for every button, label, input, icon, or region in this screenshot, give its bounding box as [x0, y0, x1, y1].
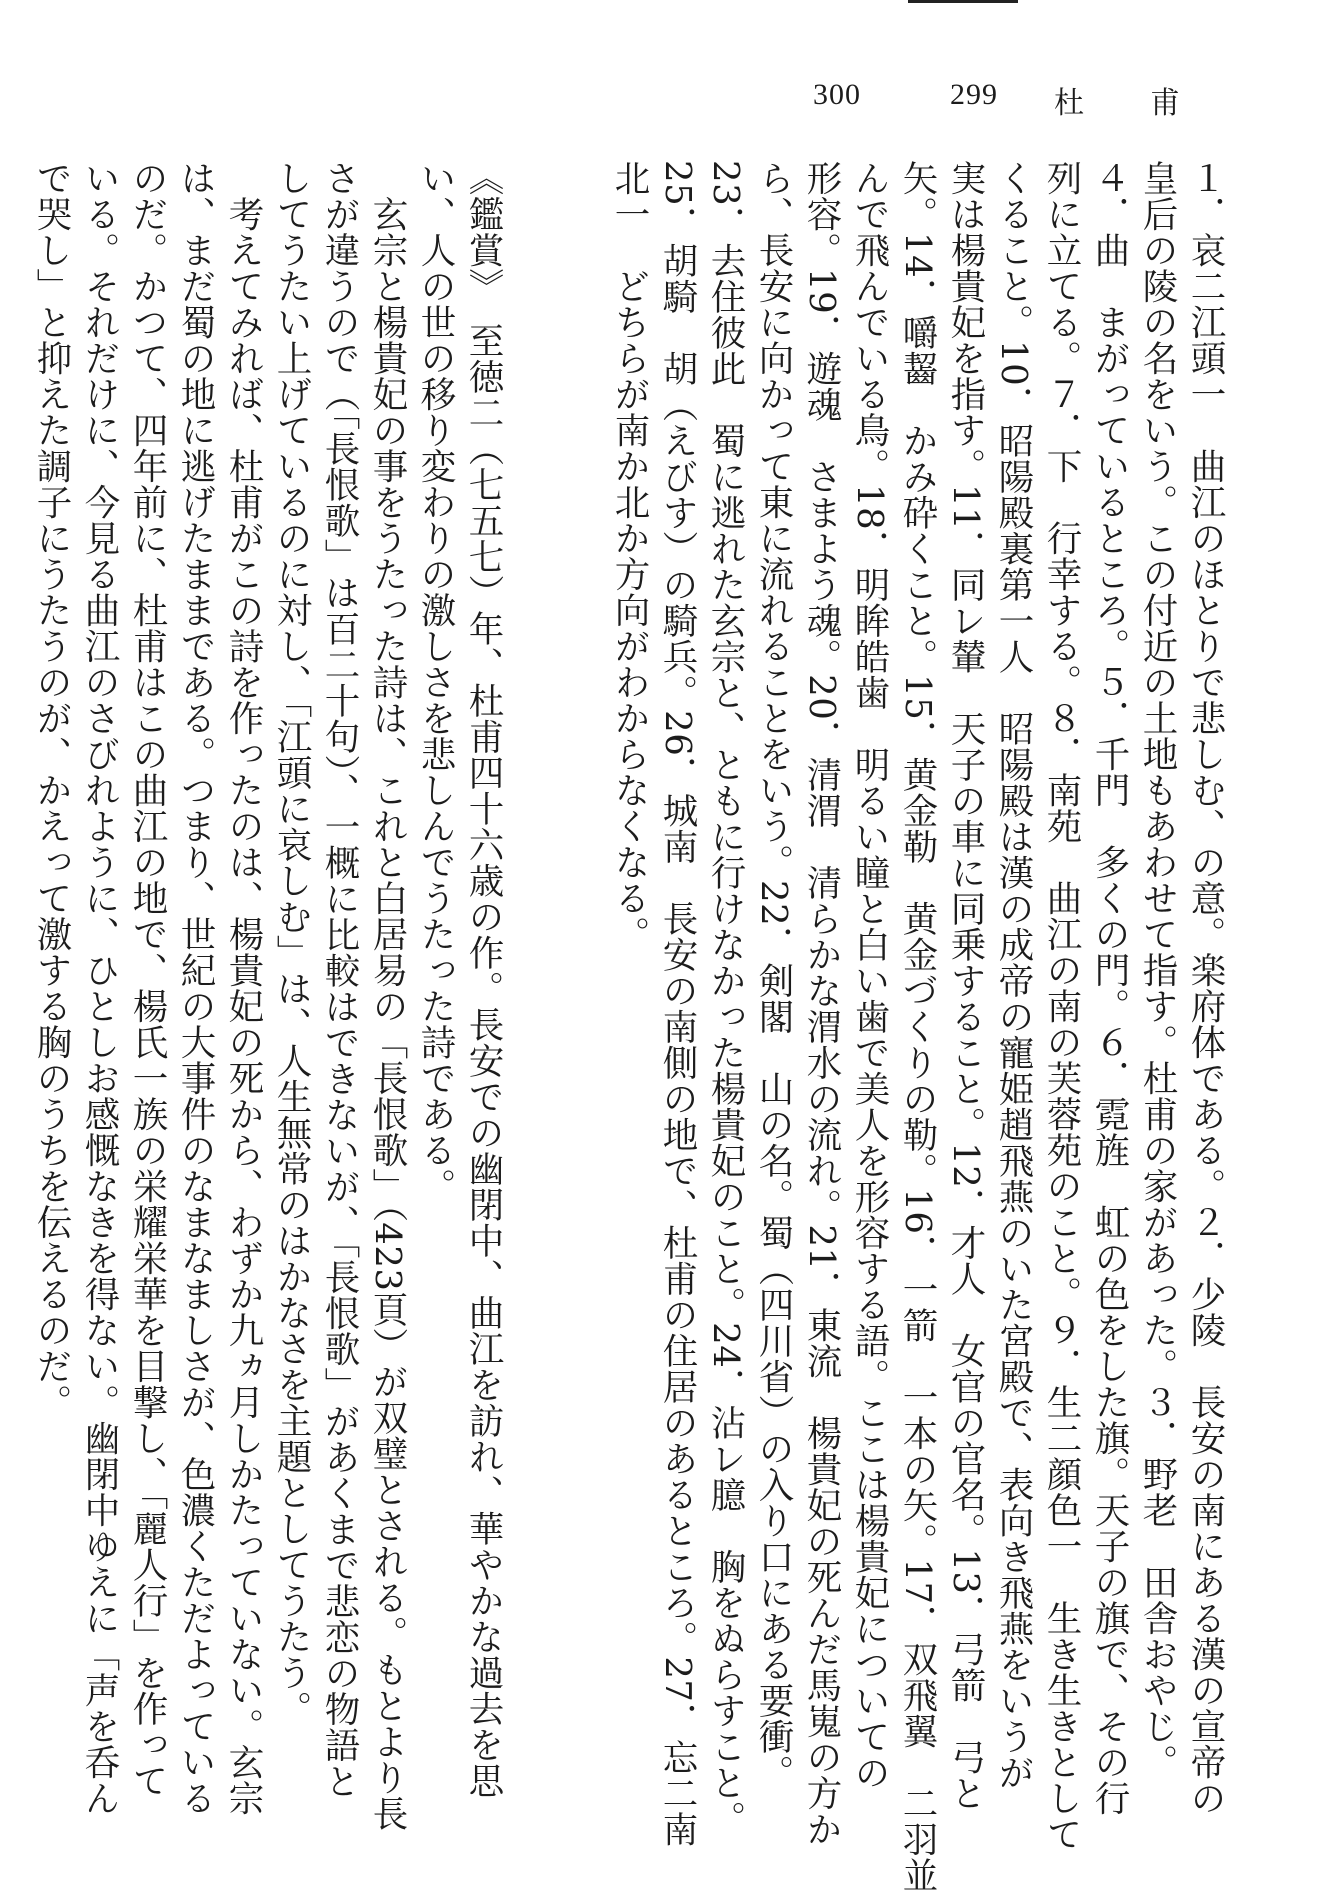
text-line: ら、長安に向かって東に流れることをいう。22．剣閣 山の名。蜀（四川省）の入り口にある要衝。 [753, 160, 794, 1791]
page-number-right: 299 [950, 78, 998, 111]
text-line: 23．去住彼此 蜀に逃れた玄宗と、ともに行けなかった楊貴妃のこと。24．沾レ臆 胸をぬらすこと。 [705, 160, 746, 1837]
text-line: 玄宗と楊貴妃の事をうたった詩は、これと白居易の「長恨歌」（423頁）が双璧とされる。もとより長 [367, 160, 408, 1832]
page-number-left: 300 [813, 78, 861, 111]
text-line: 矢。14．嚼齧 かみ砕くこと。15．黄金勒 黄金づくりの勒。16．一箭 一本の矢。17．双飛翼 二羽並 [897, 160, 938, 1893]
text-line: い、人の世の移り変わりの激しさを悲しんでうたった詩である。 [415, 160, 456, 1204]
text-line: んで飛んでいる鳥。18．明眸皓歯 明るい瞳と白い歯で美人を形容する語。ここは楊貴妃についての [849, 160, 890, 1791]
text-line: 皇后の陵の名をいう。この付近の土地もあわせて指す。杜甫の家があった。３．野老 田舎おやじ。 [1137, 160, 1178, 1780]
text-line: ４．曲 まがっているところ。５．千門 多くの門。６．霓旌 虹の色をした旗。天子の旗で、その行 [1089, 160, 1130, 1816]
notes-block [605, 160, 1229, 1893]
text-line: 考えてみれば、杜甫がこの詩を作ったのは、楊貴妃の死から、わずか九ヵ月しかたっていない。玄宗 [223, 160, 264, 1816]
text-line: してうたい上げているのに対し、「江頭に哀しむ」は、人生無常のはかなさを主題としてうたう。 [271, 160, 312, 1727]
text-line: 25．胡騎 胡（えびす）の騎兵。26．城南 長安の南側の地で、杜甫の住居のあるところ。27．忘二南 [657, 160, 698, 1847]
text-line: １．哀二江頭一 曲江のほとりで悲しむ、の意。楽府体である。２．少陵 長安の南にある漢の宣帝の [1185, 160, 1226, 1816]
text-line: は、まだ蜀の地に逃げたままである。つまり、世紀の大事件のなまなましさが、色濃くただよっている [175, 160, 216, 1816]
text-line: のだ。かつて、四年前に、杜甫はこの曲江の地で、楊氏一族の栄耀栄華を目撃し、「麗人行」を作って [127, 160, 168, 1799]
text-line: 実は楊貴妃を指す。11．同レ輦 天子の車に同乗すること。12．才人 女官の官名。13．弓箭 弓と [945, 160, 986, 1811]
text-line: いる。それだけに、今見る曲江のさびれように、ひとしお感慨なきを得ない。幽閉中ゆえに「声を呑ん [79, 160, 120, 1816]
appreciation-block [27, 160, 507, 1832]
text-line: くること。10．昭陽殿裏第一人 昭陽殿は漢の成帝の寵姫趙飛燕のいた宮殿で、表向き飛燕をいうが [993, 160, 1034, 1791]
text-line: 北一 どちらが南か北か方向がわからなくなる。 [609, 160, 650, 952]
text-line: さが違うので（「長恨歌」は百二十句）、一概に比較はできないが、「長恨歌」があくまで悲恋の物語と [319, 160, 360, 1799]
top-rule [908, 0, 1018, 3]
running-head-title: 杜 甫 [1054, 86, 1198, 121]
text-line: で哭し」と抑えた調子にうたうのが、かえって激する胸のうちを伝えるのだ。 [31, 160, 72, 1420]
text-line: 《鑑賞》 至徳二（七五七）年、杜甫四十六歳の作。長安での幽閉中、曲江を訪れ、華やかな過去を思 [463, 160, 504, 1799]
text-line: 列に立てる。７．下 行幸する。８．南苑 曲江の南の芙蓉苑のこと。９．生二顔色一 生き生きとして [1041, 160, 1082, 1852]
text-line: 形容。19．遊魂 さまよう魂。20．清渭 清らかな渭水の流れ。21．東流 楊貴妃の死んだ馬嵬の方か [801, 160, 842, 1847]
